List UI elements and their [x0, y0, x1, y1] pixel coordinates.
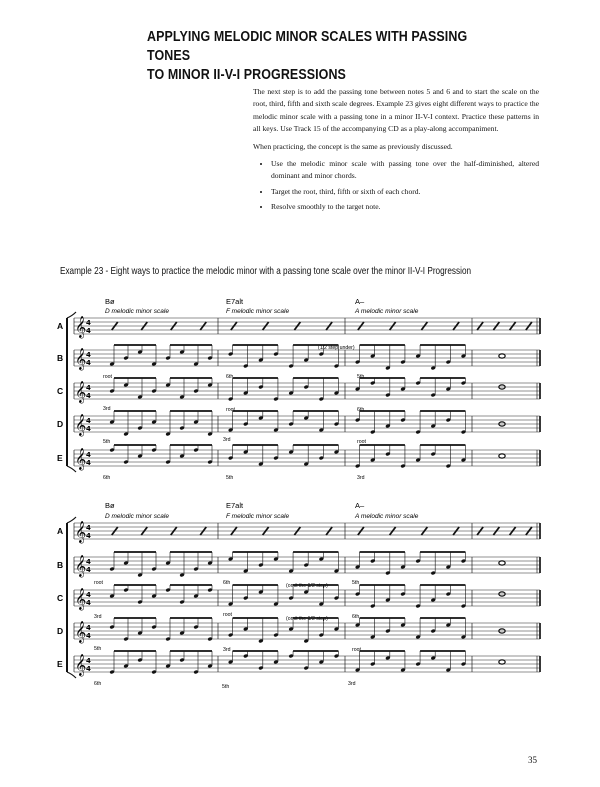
start-note: 6th	[94, 681, 102, 687]
scale-label: F melodic minor scale	[226, 308, 290, 315]
page-number: 35	[528, 755, 537, 765]
start-note: 5th	[94, 646, 102, 652]
scale-label: A melodic minor scale	[355, 308, 419, 315]
chord-symbol: A–	[355, 297, 365, 306]
start-note: 3rd	[103, 406, 111, 412]
start-note: root	[226, 407, 235, 413]
row-label: E	[57, 659, 63, 669]
time-signature: 4	[86, 624, 91, 632]
time-signature: 4	[86, 657, 91, 665]
start-note: 6th	[223, 580, 231, 586]
time-signature: 4	[86, 524, 91, 532]
title-line-1: APPLYING MELODIC MINOR SCALES WITH PASSING TONES	[147, 29, 468, 64]
annotation: (omit the 1/2 step)	[286, 583, 328, 589]
time-signature: 4	[86, 632, 91, 640]
start-note: root	[94, 580, 103, 586]
example-caption: Example 23 - Eight ways to practice the melodic minor with a passing tone scale over the minor II-V-I Progression	[60, 265, 472, 277]
scale-label: A melodic minor scale	[355, 513, 419, 520]
treble-clef-icon: 𝄞	[75, 381, 87, 403]
treble-clef-icon: 𝄞	[75, 448, 87, 470]
start-note: 6th	[352, 614, 360, 620]
time-signature: 4	[86, 532, 91, 540]
start-note: 6th	[103, 475, 111, 481]
start-note: 5th	[352, 580, 360, 586]
start-note: root	[352, 647, 361, 653]
start-note: 3rd	[223, 437, 231, 443]
start-note: 5th	[222, 684, 230, 690]
time-signature: 4	[86, 392, 91, 400]
treble-clef-icon: 𝄞	[75, 654, 87, 676]
time-signature: 4	[86, 384, 91, 392]
treble-clef-icon: 𝄞	[75, 316, 87, 338]
row-label: C	[57, 593, 64, 603]
chord-symbol: Bø	[105, 501, 115, 510]
whole-note	[499, 561, 505, 565]
row-label: D	[57, 419, 64, 429]
row-label: B	[57, 353, 64, 363]
system-1-labels	[103, 297, 419, 481]
chord-symbol: E7alt	[226, 297, 244, 306]
time-signature: 4	[86, 425, 91, 433]
row-label: B	[57, 560, 64, 570]
time-signature: 4	[86, 566, 91, 574]
annotation: (1/2 step under)	[318, 345, 355, 351]
treble-clef-icon: 𝄞	[75, 521, 87, 543]
time-signature: 4	[86, 459, 91, 467]
row-label: C	[57, 386, 64, 396]
whole-note	[499, 660, 505, 664]
start-note: 5th	[357, 374, 365, 380]
chord-symbol: E7alt	[226, 501, 244, 510]
row-label: E	[57, 453, 63, 463]
time-signature: 4	[86, 359, 91, 367]
whole-note	[499, 454, 505, 458]
whole-note	[499, 354, 505, 358]
paragraph-intro: The next step is to add the passing tone between notes 5 and 6 and to start the scale on the root, third, fifth and sixth scale degrees. Example 23 gives eight different ways to practice the melodic minor scale with a passing tone in a minor II-V-I context. Practice these patterns in all keys. Use Track 15 of the accompanying CD as a play-along accompaniment.	[253, 87, 539, 134]
annotation: (omit the 1/2 step)	[286, 616, 328, 622]
row-label: D	[57, 626, 64, 636]
time-signature: 4	[86, 327, 91, 335]
system-2-labels	[94, 501, 419, 690]
paragraph-practice: When practicing, the concept is the same as previously discussed.	[253, 141, 453, 151]
title-line-2: TO MINOR II-V-I PROGRESSIONS	[147, 67, 346, 83]
row-label: A	[57, 526, 64, 536]
time-signature: 4	[86, 451, 91, 459]
start-note: 6th	[226, 374, 234, 380]
time-signature: 4	[86, 351, 91, 359]
start-note: 5th	[226, 475, 234, 481]
bullet-item: • Use the melodic minor scale with passing tone over the half-diminished, altered dominant and minor chords.	[271, 158, 539, 183]
start-note: 3rd	[357, 475, 365, 481]
bullet-item: • Target the root, third, fifth or sixth of each chord.	[271, 186, 539, 198]
treble-clef-icon: 𝄞	[75, 348, 87, 370]
time-signature: 4	[86, 417, 91, 425]
time-signature: 4	[86, 599, 91, 607]
time-signature: 4	[86, 591, 91, 599]
bullet-item: • Resolve smoothly to the target note.	[271, 201, 539, 213]
chord-symbol: Bø	[105, 297, 115, 306]
start-note: 3rd	[223, 647, 231, 653]
time-signature: 4	[86, 558, 91, 566]
time-signature: 4	[86, 319, 91, 327]
scale-label: D melodic minor scale	[105, 513, 169, 520]
scale-label: D melodic minor scale	[105, 308, 169, 315]
treble-clef-icon: 𝄞	[75, 414, 87, 436]
start-note: root	[223, 612, 232, 618]
treble-clef-icon: 𝄞	[75, 621, 87, 643]
staff-notation	[57, 312, 540, 678]
treble-clef-icon: 𝄞	[75, 555, 87, 577]
row-label: A	[57, 321, 64, 331]
start-note: 5th	[103, 439, 111, 445]
start-note: 3rd	[348, 681, 356, 687]
chord-symbol: A–	[355, 501, 365, 510]
scale-label: F melodic minor scale	[226, 513, 290, 520]
start-note: root	[103, 374, 112, 380]
start-note: 6th	[357, 407, 365, 413]
treble-clef-icon: 𝄞	[75, 588, 87, 610]
time-signature: 4	[86, 665, 91, 673]
start-note: 3rd	[94, 614, 102, 620]
start-note: root	[357, 439, 366, 445]
